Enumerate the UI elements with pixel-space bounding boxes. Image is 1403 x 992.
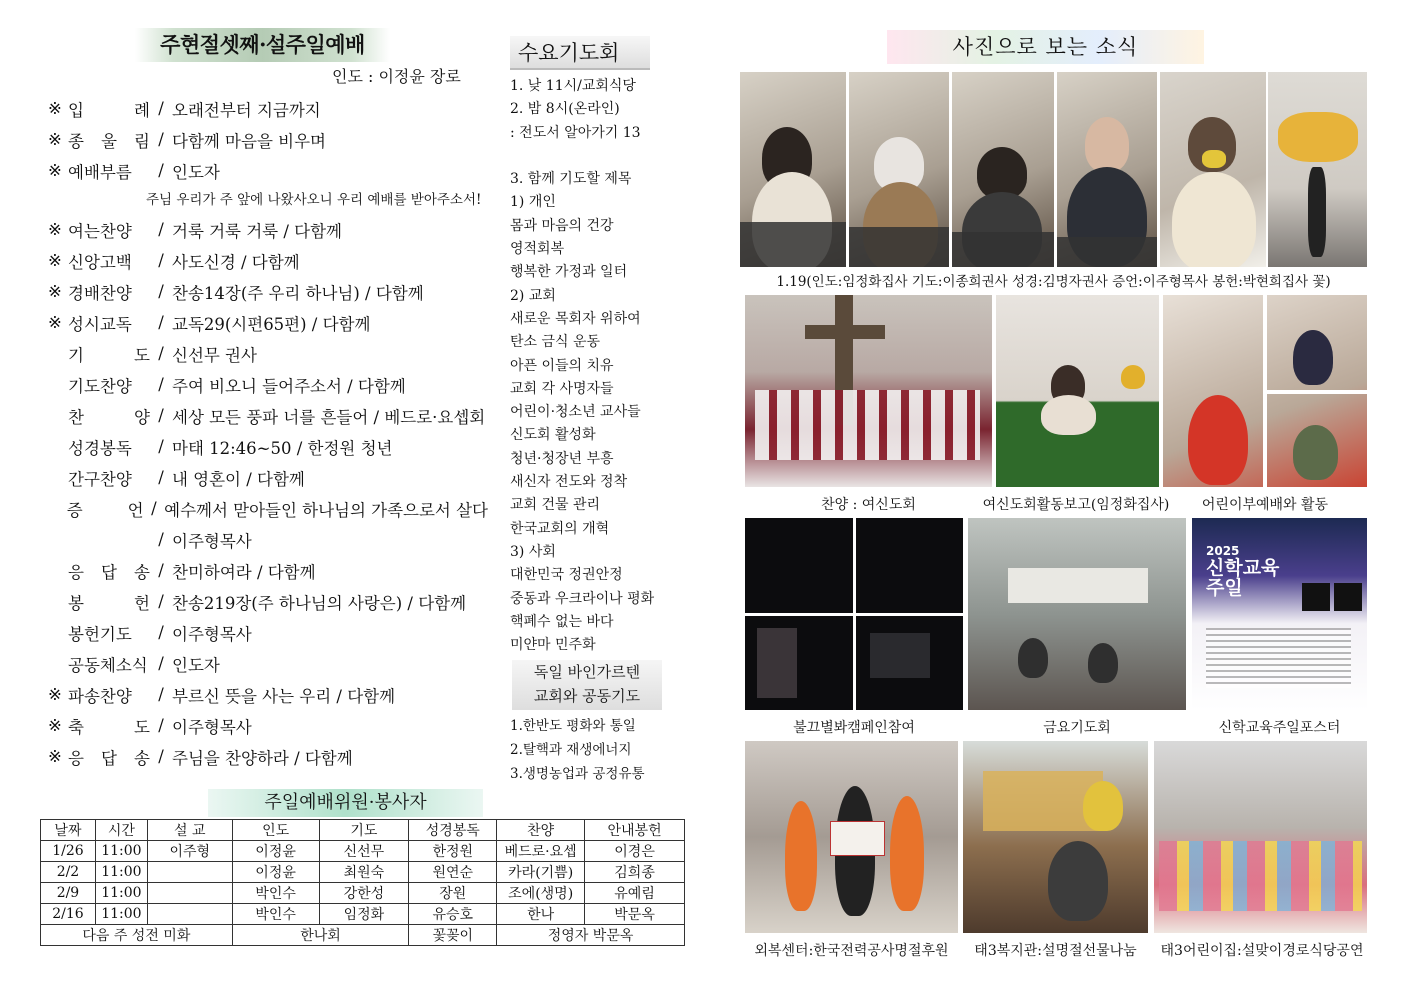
order-row: [48, 93, 488, 124]
photo-caption: 금요기도회: [1043, 720, 1111, 736]
photo-news-title: 사진으로 보는 소식: [887, 30, 1204, 64]
prayer-line: 핵폐수 없는 바다: [510, 613, 614, 630]
column-header: 찬양: [497, 820, 585, 841]
photo-caption: 불끄별봐캠페인참여: [793, 720, 915, 736]
order-item-content: 이주형목사: [172, 717, 252, 737]
order-separator: /: [158, 251, 164, 270]
order-separator: /: [158, 716, 164, 735]
order-item-name: 공동체소식: [68, 655, 148, 675]
prayer-line: 2) 교회: [510, 287, 556, 304]
prayer-line: 영적회복: [510, 241, 565, 258]
worship-order-list: [48, 93, 488, 772]
photo-flowers: [1268, 72, 1367, 267]
worship-leader: 인도 : 이정윤 장로: [332, 67, 461, 86]
prayer-line: 교회 건물 관리: [510, 497, 601, 514]
order-separator: /: [158, 282, 164, 301]
column-header: 안내봉헌: [585, 820, 685, 841]
table-header-row: [41, 820, 685, 841]
prayer-line: 몸과 마음의 건강: [510, 217, 614, 234]
prayer-line: 아픈 이들의 치유: [510, 357, 614, 374]
photo-caption: 여신도회활동보고(임정화집사): [982, 497, 1170, 513]
column-header: 설 교: [147, 820, 232, 841]
order-mark: ※: [48, 313, 62, 332]
table-cell: 박인수: [232, 883, 319, 904]
table-cell: 베드로·요셉: [497, 841, 585, 862]
partner-church-title: [512, 660, 662, 710]
order-item-name: 응 답 송: [68, 562, 150, 582]
table-cell: 신선무: [319, 841, 409, 862]
table-row: [41, 862, 685, 883]
order-item-content: 인도자: [172, 655, 220, 675]
table-cell: [147, 904, 232, 925]
order-item-content: 찬송219장(주 하나님의 사랑은) / 다함께: [172, 593, 467, 613]
table-cell: 11:00: [95, 862, 147, 883]
table-cell: 11:00: [95, 841, 147, 862]
order-row: [48, 431, 488, 462]
photo-womens-report: [996, 295, 1159, 487]
order-item-content: 교독29(시편65편) / 다함께: [172, 314, 371, 334]
prayer-line: 중동과 우크라이나 평화: [510, 590, 655, 607]
table-footer-row: [41, 925, 685, 946]
order-item-name: 증 언: [66, 500, 144, 520]
column-header: 기도: [319, 820, 409, 841]
worship-order-title: 주현절셋째·설주일예배: [135, 28, 390, 62]
order-separator: /: [158, 747, 164, 766]
prayer-line: 새로운 목회자 위하여: [510, 310, 641, 327]
photo-caption: 태3복지관:설명절선물나눔: [974, 943, 1137, 959]
photo-daycare-performance: [1154, 741, 1367, 933]
order-item-name: 경배찬양: [68, 283, 132, 303]
order-item-name: 입 례: [68, 100, 150, 120]
order-item-content: 주님을 찬양하라 / 다함께: [172, 748, 353, 768]
prayer-line: 3) 사회: [510, 543, 556, 560]
order-row: [48, 276, 488, 307]
poster-title-line2: 주일: [1206, 577, 1243, 599]
order-item-content: 부르신 뜻을 사는 우리 / 다함께: [172, 686, 396, 706]
order-mark: ※: [48, 282, 62, 301]
order-item-content: 예수께서 맏아들인 하나님의 가족으로서 살다: [164, 500, 488, 520]
order-separator: /: [158, 406, 164, 425]
photo-caption: 신학교육주일포스터: [1218, 720, 1341, 736]
order-row: [48, 524, 488, 555]
table-cell: [147, 862, 232, 883]
staff-table-title: 주일예배위원·봉사자: [208, 789, 483, 817]
photo-caption: 1.19(인도:임정화집사 기도:이종희권사 성경:김명자권사 증언:이주형목사 봉헌:박현희집사 꽃): [776, 274, 1331, 290]
order-item-name: 신앙고백: [68, 252, 132, 272]
partner-church-title-line1: 독일 바인가르텐: [533, 663, 641, 681]
photo-scripture: [952, 72, 1054, 267]
prayer-line: 2. 밤 8시(온라인): [510, 101, 620, 118]
order-row: [48, 462, 488, 493]
order-row: [48, 338, 488, 369]
order-item-content: 인도자: [172, 162, 220, 182]
order-item-content: 이주형목사: [172, 531, 252, 551]
order-mark: ※: [48, 161, 62, 180]
photo-kids-worship: [1163, 295, 1367, 487]
order-row: [48, 679, 488, 710]
photo-prayer: [849, 72, 949, 267]
order-separator: /: [158, 437, 164, 456]
order-row: [48, 741, 488, 772]
order-separator: /: [158, 592, 164, 611]
table-row: [41, 841, 685, 862]
prayer-line: 새신자 전도와 정착: [510, 474, 628, 491]
table-cell: 이주형: [147, 841, 232, 862]
table-cell: 유예림: [585, 883, 685, 904]
table-cell: 박문옥: [585, 904, 685, 925]
photo-leader: [740, 72, 846, 267]
prayer-line: 탄소 금식 운동: [510, 334, 601, 351]
prayer-line: 대한민국 정권안정: [510, 567, 623, 584]
prayer-line: [510, 145, 695, 168]
order-item-name: 성경봉독: [68, 438, 132, 458]
order-item-content: 세상 모든 풍파 너를 흔들어 / 베드로·요셉회: [172, 407, 486, 427]
table-cell: 2/9: [41, 883, 96, 904]
order-row: [48, 155, 488, 186]
prayer-line: 1) 개인: [510, 194, 556, 211]
order-item-name: 성시교독: [68, 314, 132, 334]
order-separator: /: [158, 623, 164, 642]
order-row: [48, 648, 488, 679]
prayer-line: 미얀마 민주화: [510, 637, 596, 654]
table-cell: 다음 주 성전 미화: [41, 925, 233, 946]
order-row: [48, 555, 488, 586]
order-row: [48, 214, 488, 245]
order-item-content: 이주형목사: [172, 624, 252, 644]
table-cell: [147, 883, 232, 904]
prayer-list: [510, 75, 695, 657]
prayer-line: 어린이·청소년 교사들: [510, 404, 641, 421]
order-item-content: 신선무 권사: [172, 345, 257, 365]
order-mark: ※: [48, 99, 62, 118]
order-item-content: 마태 12:46~50 / 한정원 청년: [172, 438, 393, 458]
order-separator: /: [158, 685, 164, 704]
prayer-line: 행복한 가정과 일터: [510, 264, 628, 281]
table-cell: 11:00: [95, 883, 147, 904]
order-item-name: 기 도: [68, 345, 150, 365]
order-item-name: 여는찬양: [68, 221, 132, 241]
prayer-line: : 전도서 알아가기 13: [510, 124, 641, 141]
order-item-content: 다함께 마음을 비우며: [172, 131, 326, 151]
order-row: [48, 710, 488, 741]
order-item-name: 기도찬양: [68, 376, 132, 396]
order-separator: /: [151, 499, 157, 518]
table-cell: 11:00: [95, 904, 147, 925]
order-separator: /: [158, 468, 164, 487]
photo-caption: 찬양 : 여신도회: [821, 497, 916, 513]
photo-caption: 외복센터:한국전력공사명절후원: [754, 943, 949, 959]
prayer-line: 교회 각 사명자들: [510, 380, 614, 397]
order-row: [48, 369, 488, 400]
prayer-meeting-title: 수요기도회: [510, 36, 650, 70]
order-item-content: 주여 비오니 들어주소서 / 다함께: [172, 376, 406, 396]
order-item-name: 봉헌기도: [68, 624, 132, 644]
order-item-content: 오래전부터 지금까지: [172, 100, 321, 120]
order-mark: ※: [48, 251, 62, 270]
table-cell: 강한성: [319, 883, 409, 904]
order-separator: /: [158, 344, 164, 363]
order-separator: /: [158, 99, 164, 118]
table-cell: 이경은: [585, 841, 685, 862]
table-cell: 2/16: [41, 904, 96, 925]
table-cell: 조에(생명): [497, 883, 585, 904]
order-separator: /: [158, 530, 164, 549]
photo-caption: 태3어린이집:설맞이경로식당공연: [1160, 943, 1364, 959]
table-cell: 최원숙: [319, 862, 409, 883]
column-header: 시간: [95, 820, 147, 841]
order-separator: /: [158, 313, 164, 332]
column-header: 날짜: [41, 820, 96, 841]
order-separator: /: [158, 654, 164, 673]
order-mark: ※: [48, 685, 62, 704]
table-cell: 꽃꽂이: [409, 925, 497, 946]
order-row: [48, 245, 488, 276]
order-mark: ※: [48, 130, 62, 149]
order-mark: ※: [48, 747, 62, 766]
order-separator: /: [158, 375, 164, 394]
order-row: [48, 493, 488, 524]
partner-prayer-list: [510, 714, 645, 786]
order-separator: /: [158, 161, 164, 180]
order-item-content: 내 영혼이 / 다함께: [172, 469, 305, 489]
table-row: [41, 904, 685, 925]
table-cell: 정영자 박문옥: [497, 925, 685, 946]
table-cell: 한정원: [409, 841, 497, 862]
table-cell: 원연순: [409, 862, 497, 883]
table-cell: 한나회: [232, 925, 409, 946]
table-row: [41, 883, 685, 904]
photo-welfare-gifts: [963, 741, 1148, 933]
table-cell: 김희종: [585, 862, 685, 883]
photo-kepco-donation: [745, 741, 958, 933]
table-cell: 박인수: [232, 904, 319, 925]
table-cell: 임정화: [319, 904, 409, 925]
photo-caption: 어린이부예배와 활동: [1201, 497, 1329, 513]
list-item: 1.한반도 평화와 통일: [510, 718, 636, 734]
order-row: [48, 124, 488, 155]
order-row: [48, 586, 488, 617]
column-header: 성경봉독: [409, 820, 497, 841]
order-mark: ※: [48, 716, 62, 735]
photo-friday-prayer: [968, 518, 1186, 710]
poster-year: 2025: [1206, 544, 1240, 558]
list-item: 2.탈핵과 재생에너지: [510, 742, 632, 758]
table-cell: 한나: [497, 904, 585, 925]
order-item-name: 예배부름: [68, 162, 132, 182]
staff-table: [40, 819, 685, 946]
order-item-name: 봉 헌: [68, 593, 150, 613]
order-item-name: 파송찬양: [68, 686, 132, 706]
call-to-worship-note: 주님 우리가 주 앞에 나왔사오니 우리 예배를 받아주소서!: [146, 192, 482, 208]
prayer-line: 1. 낮 11시/교회식당: [510, 78, 636, 94]
photo-theology-poster: [1192, 518, 1367, 710]
order-item-content: 찬송14장(주 우리 하나님) / 다함께: [172, 283, 424, 303]
order-row: [48, 617, 488, 648]
partner-church-title-line2: 교회와 공동기도: [533, 687, 641, 705]
prayer-line: 청년·청장년 부흥: [510, 450, 614, 467]
photo-offering: [1160, 72, 1266, 267]
table-cell: 이정윤: [232, 841, 319, 862]
table-cell: 유승호: [409, 904, 497, 925]
prayer-line: 한국교회의 개혁: [510, 520, 610, 537]
order-item-content: 사도신경 / 다함께: [172, 252, 300, 272]
order-item-name: 간구찬양: [68, 469, 132, 489]
table-cell: 1/26: [41, 841, 96, 862]
order-item-name: 종 울 림: [68, 131, 150, 151]
order-separator: /: [158, 220, 164, 239]
order-separator: /: [158, 561, 164, 580]
table-cell: 카라(기쁨): [497, 862, 585, 883]
order-row: [48, 400, 488, 431]
list-item: 3.생명농업과 공정유통: [510, 766, 645, 782]
table-cell: 이정윤: [232, 862, 319, 883]
prayer-line: 신도회 활성화: [510, 427, 596, 444]
order-item-content: 거룩 거룩 거룩 / 다함께: [172, 221, 342, 241]
order-item-name: 축 도: [68, 717, 150, 737]
photo-sermon: [1057, 72, 1157, 267]
order-item-name: 찬 양: [68, 407, 150, 427]
order-row: [48, 307, 488, 338]
column-header: 인도: [232, 820, 319, 841]
order-mark: ※: [48, 220, 62, 239]
poster-title-line1: 신학교육: [1206, 557, 1280, 579]
photo-choir: [745, 295, 992, 487]
order-item-name: 응 답 송: [68, 748, 150, 768]
table-cell: 장원: [409, 883, 497, 904]
order-separator: /: [158, 130, 164, 149]
table-cell: 2/2: [41, 862, 96, 883]
prayer-line: 3. 함께 기도할 제목: [510, 171, 632, 188]
order-item-content: 찬미하여라 / 다함께: [172, 562, 316, 582]
photo-lights-off: [745, 518, 963, 710]
